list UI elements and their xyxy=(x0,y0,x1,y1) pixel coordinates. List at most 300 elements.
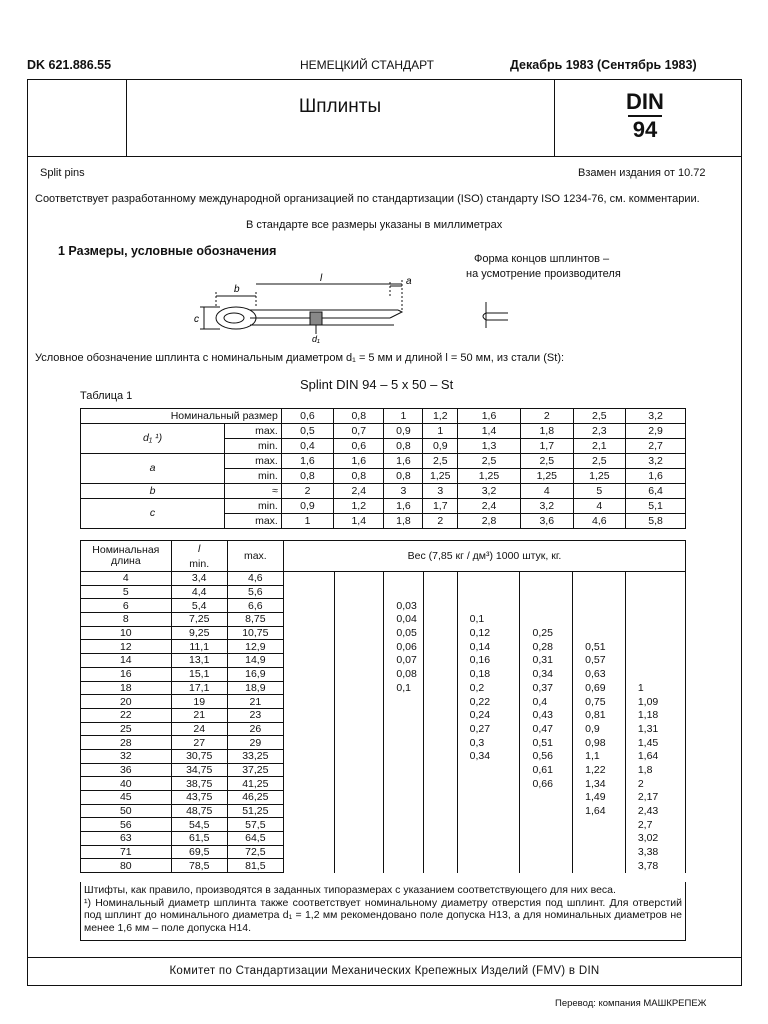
dim-value-cell: 1 xyxy=(423,424,458,439)
weight-value-cell xyxy=(335,572,384,586)
weight-row xyxy=(81,832,686,846)
weight-value-cell xyxy=(424,736,458,750)
weight-value-cell xyxy=(335,804,384,818)
weight-value-cell xyxy=(424,681,458,695)
weight-value-cell xyxy=(457,791,520,805)
weight-value-cell: 0,98 xyxy=(573,736,626,750)
dim-value-cell: 0,9 xyxy=(281,499,333,514)
dim-value-cell: 4 xyxy=(521,484,574,499)
nominal-length-cell: 10 xyxy=(81,626,172,640)
dim-value-cell: 3,2 xyxy=(521,499,574,514)
weight-value-cell xyxy=(335,749,384,763)
weight-value-cell: 0,06 xyxy=(384,640,424,654)
weight-value-cell: 2,7 xyxy=(625,818,685,832)
header-col-line-right xyxy=(554,79,555,157)
weight-value-cell xyxy=(335,681,384,695)
weight-value-cell xyxy=(625,613,685,627)
length-min-cell: 4,4 xyxy=(171,585,227,599)
length-max-cell: 41,25 xyxy=(227,777,283,791)
nominal-length-cell: 4 xyxy=(81,572,172,586)
nominal-length-cell: 80 xyxy=(81,859,172,873)
dim-value-cell: 1,25 xyxy=(458,469,521,484)
length-max-cell: 64,5 xyxy=(227,832,283,846)
weight-value-cell: 0,31 xyxy=(520,654,573,668)
length-min-cell: 3,4 xyxy=(171,572,227,586)
weight-value-cell xyxy=(457,763,520,777)
weight-value-cell xyxy=(424,572,458,586)
weight-row xyxy=(81,736,686,750)
weight-value-cell: 1 xyxy=(625,681,685,695)
dim-value-cell: 0,6 xyxy=(334,439,384,454)
nominal-size-label: Номинальный размер xyxy=(81,409,282,424)
weight-value-cell: 0,3 xyxy=(457,736,520,750)
weight-row xyxy=(81,708,686,722)
weight-value-cell xyxy=(625,599,685,613)
dim-value-cell: 4,6 xyxy=(573,514,626,529)
weight-value-cell xyxy=(335,708,384,722)
weight-value-cell xyxy=(384,845,424,859)
weight-value-cell: 2,43 xyxy=(625,804,685,818)
weight-value-cell xyxy=(283,613,334,627)
dim-sub-label: min. xyxy=(225,439,282,454)
label-d1: d₁ xyxy=(312,334,320,344)
weight-value-cell xyxy=(335,845,384,859)
weight-value-cell: 0,05 xyxy=(384,626,424,640)
length-min-cell: 17,1 xyxy=(171,681,227,695)
weight-value-cell xyxy=(424,708,458,722)
length-max-cell: 57,5 xyxy=(227,818,283,832)
weight-value-cell xyxy=(457,859,520,873)
nominal-length-cell: 50 xyxy=(81,804,172,818)
weight-value-cell xyxy=(424,845,458,859)
weight-value-cell: 1,45 xyxy=(625,736,685,750)
weight-value-cell xyxy=(283,722,334,736)
weight-value-cell xyxy=(424,667,458,681)
nominal-length-cell: 28 xyxy=(81,736,172,750)
dim-value-cell: 1,7 xyxy=(521,439,574,454)
nominal-size-cell: 3,2 xyxy=(626,409,686,424)
weight-value-cell xyxy=(520,818,573,832)
weight-value-cell xyxy=(424,832,458,846)
weight-value-cell: 0,1 xyxy=(457,613,520,627)
dim-group-label: d₁ ¹) xyxy=(81,424,225,454)
dim-value-cell: 1,4 xyxy=(458,424,521,439)
dim-value-cell: 0,8 xyxy=(334,469,384,484)
header-col-line-left xyxy=(126,79,127,157)
dim-value-cell: 3 xyxy=(384,484,423,499)
weight-row xyxy=(81,695,686,709)
nominal-length-cell: 14 xyxy=(81,654,172,668)
ends-note-line2: на усмотрение производителя xyxy=(466,268,621,280)
nominal-size-cell: 1,6 xyxy=(458,409,521,424)
weight-header-row xyxy=(81,541,686,557)
nominal-size-cell: 2 xyxy=(521,409,574,424)
length-min-cell: 54,5 xyxy=(171,818,227,832)
dim-sub-label: min. xyxy=(225,469,282,484)
length-max-cell: 6,6 xyxy=(227,599,283,613)
weight-value-cell: 0,51 xyxy=(573,640,626,654)
weight-row xyxy=(81,791,686,805)
dim-sub-label: min. xyxy=(225,499,282,514)
nominal-length-cell: 45 xyxy=(81,791,172,805)
weight-value-cell xyxy=(335,599,384,613)
weight-row xyxy=(81,613,686,627)
weight-value-cell xyxy=(520,845,573,859)
weight-value-cell xyxy=(625,640,685,654)
nominal-size-cell: 0,8 xyxy=(334,409,384,424)
dim-value-cell: 2,3 xyxy=(573,424,626,439)
ends-note-line1: Форма концов шплинтов – xyxy=(474,253,610,265)
length-max-cell: 26 xyxy=(227,722,283,736)
dim-value-cell: 1,6 xyxy=(334,454,384,469)
dim-value-cell: 0,8 xyxy=(281,469,333,484)
weight-value-cell xyxy=(384,722,424,736)
length-min-cell: 30,75 xyxy=(171,749,227,763)
weight-row xyxy=(81,599,686,613)
pin-end-shape xyxy=(478,300,512,330)
dim-value-cell: 1,3 xyxy=(458,439,521,454)
nominal-length-cell: 36 xyxy=(81,763,172,777)
dim-value-cell: 4 xyxy=(573,499,626,514)
weight-row xyxy=(81,681,686,695)
weight-value-cell xyxy=(384,572,424,586)
weight-value-cell xyxy=(283,695,334,709)
dim-group-label: c xyxy=(81,499,225,529)
weight-value-cell xyxy=(520,572,573,586)
dim-value-cell: 1,4 xyxy=(334,514,384,529)
weight-value-cell xyxy=(283,708,334,722)
length-max-cell: 14,9 xyxy=(227,654,283,668)
dim-value-cell: 1,8 xyxy=(521,424,574,439)
weight-value-cell xyxy=(520,585,573,599)
col-min: min. xyxy=(171,556,227,572)
dim-row xyxy=(81,424,686,439)
weight-row xyxy=(81,859,686,873)
weight-value-cell xyxy=(625,667,685,681)
weight-value-cell xyxy=(424,791,458,805)
weight-value-cell xyxy=(335,791,384,805)
weight-value-cell: 0,34 xyxy=(457,749,520,763)
header-divider xyxy=(27,156,742,157)
weight-value-cell xyxy=(335,722,384,736)
dim-value-cell: 0,9 xyxy=(423,439,458,454)
committee-footer: Комитет по Стандартизации Механических Крепежных Изделий (FMV) в DIN xyxy=(169,965,600,977)
weight-value-cell xyxy=(573,599,626,613)
length-min-cell: 69,5 xyxy=(171,845,227,859)
weight-value-cell: 0,66 xyxy=(520,777,573,791)
label-a: a xyxy=(406,276,412,287)
weight-value-cell: 0,12 xyxy=(457,626,520,640)
weight-value-cell xyxy=(573,585,626,599)
weight-value-cell xyxy=(457,818,520,832)
dim-value-cell: 0,5 xyxy=(281,424,333,439)
dim-sub-label: ≈ xyxy=(225,484,282,499)
weight-value-cell: 3,38 xyxy=(625,845,685,859)
weight-value-cell xyxy=(625,585,685,599)
length-max-cell: 23 xyxy=(227,708,283,722)
dim-value-cell: 1,25 xyxy=(573,469,626,484)
split-pin-drawing xyxy=(190,272,420,344)
dim-value-cell: 2,1 xyxy=(573,439,626,454)
weight-value-cell xyxy=(283,791,334,805)
length-min-cell: 11,1 xyxy=(171,640,227,654)
weight-value-cell xyxy=(335,585,384,599)
nominal-length-cell: 25 xyxy=(81,722,172,736)
nominal-length-cell: 63 xyxy=(81,832,172,846)
weight-value-cell: 0,14 xyxy=(457,640,520,654)
length-max-cell: 37,25 xyxy=(227,763,283,777)
weight-value-cell xyxy=(520,832,573,846)
weight-value-cell xyxy=(335,695,384,709)
dim-value-cell: 0,8 xyxy=(384,439,423,454)
weight-row xyxy=(81,818,686,832)
weight-value-cell xyxy=(335,859,384,873)
length-max-cell: 33,25 xyxy=(227,749,283,763)
weight-value-cell xyxy=(384,585,424,599)
weight-header: Вес (7,85 кг / дм³) 1000 штук, кг. xyxy=(283,541,685,572)
length-max-cell: 12,9 xyxy=(227,640,283,654)
weight-value-cell xyxy=(283,777,334,791)
dimensions-table xyxy=(80,408,686,529)
weight-value-cell xyxy=(457,572,520,586)
weight-value-cell xyxy=(424,599,458,613)
weight-value-cell xyxy=(283,572,334,586)
weight-value-cell: 0,04 xyxy=(384,613,424,627)
length-min-cell: 38,75 xyxy=(171,777,227,791)
weight-value-cell xyxy=(384,818,424,832)
nominal-length-cell: 6 xyxy=(81,599,172,613)
weight-value-cell: 0,25 xyxy=(520,626,573,640)
dim-value-cell: 2 xyxy=(281,484,333,499)
weight-value-cell xyxy=(625,626,685,640)
designation-example: Splint DIN 94 – 5 x 50 – St xyxy=(300,377,454,392)
weight-value-cell: 0,47 xyxy=(520,722,573,736)
weight-value-cell xyxy=(283,585,334,599)
length-min-cell: 61,5 xyxy=(171,832,227,846)
weight-value-cell xyxy=(424,777,458,791)
weight-value-cell xyxy=(283,681,334,695)
length-max-cell: 51,25 xyxy=(227,804,283,818)
weight-value-cell: 3,02 xyxy=(625,832,685,846)
nominal-size-cell: 2,5 xyxy=(573,409,626,424)
weight-value-cell xyxy=(424,722,458,736)
english-title: Split pins xyxy=(40,167,85,179)
pin-eye-inner xyxy=(224,313,244,323)
length-min-cell: 5,4 xyxy=(171,599,227,613)
dim-value-cell: 2,4 xyxy=(458,499,521,514)
weight-value-cell xyxy=(283,832,334,846)
col-nominal-length: Номинальная длина xyxy=(81,541,172,572)
weight-value-cell: 3,78 xyxy=(625,859,685,873)
weight-value-cell xyxy=(573,818,626,832)
weight-value-cell: 0,2 xyxy=(457,681,520,695)
weight-value-cell xyxy=(335,832,384,846)
weight-value-cell xyxy=(520,859,573,873)
weight-value-cell: 0,08 xyxy=(384,667,424,681)
page-title: Шплинты xyxy=(298,96,382,117)
weight-row xyxy=(81,626,686,640)
dim-value-cell: 6,4 xyxy=(626,484,686,499)
weight-value-cell xyxy=(384,859,424,873)
weight-value-cell: 0,81 xyxy=(573,708,626,722)
weight-value-cell xyxy=(283,654,334,668)
length-max-cell: 46,25 xyxy=(227,791,283,805)
note-footnote: ¹) Номинальный диаметр шплинта также соответствует номинальному диаметру отверстия под шплинт. Для отверстий под шплинт до номинального диаметра d₁ = 1,2 мм рекомендовано поле допуска H13, а для номинальных диаметров не менее 1,6 мм – поле допуска H14. xyxy=(84,896,682,934)
dim-value-cell: 0,9 xyxy=(384,424,423,439)
length-min-cell: 15,1 xyxy=(171,667,227,681)
weight-value-cell xyxy=(283,640,334,654)
nominal-size-cell: 1,2 xyxy=(423,409,458,424)
pin-tip-upper xyxy=(390,310,402,318)
weight-value-cell xyxy=(384,695,424,709)
weight-value-cell xyxy=(283,845,334,859)
dim-value-cell: 0,7 xyxy=(334,424,384,439)
weight-value-cell: 0,63 xyxy=(573,667,626,681)
dim-value-cell: 2,7 xyxy=(626,439,686,454)
weight-row xyxy=(81,749,686,763)
weight-value-cell xyxy=(283,859,334,873)
dim-group-label: b xyxy=(81,484,225,499)
weight-value-cell xyxy=(283,804,334,818)
dim-value-cell: 0,8 xyxy=(384,469,423,484)
weight-value-cell xyxy=(283,626,334,640)
dim-value-cell: 5 xyxy=(573,484,626,499)
length-min-cell: 34,75 xyxy=(171,763,227,777)
weight-value-cell xyxy=(283,736,334,750)
weight-value-cell: 1,64 xyxy=(573,804,626,818)
weight-value-cell xyxy=(573,845,626,859)
weight-value-cell: 1,09 xyxy=(625,695,685,709)
weight-value-cell: 0,4 xyxy=(520,695,573,709)
length-max-cell: 21 xyxy=(227,695,283,709)
dim-value-cell: 5,8 xyxy=(626,514,686,529)
weight-value-cell: 1,8 xyxy=(625,763,685,777)
dim-value-cell: 1,6 xyxy=(626,469,686,484)
dim-header-row xyxy=(81,409,686,424)
weight-value-cell xyxy=(573,832,626,846)
weight-value-cell xyxy=(573,859,626,873)
weight-value-cell xyxy=(424,626,458,640)
weight-value-cell: 0,34 xyxy=(520,667,573,681)
nominal-length-cell: 22 xyxy=(81,708,172,722)
weight-value-cell xyxy=(283,818,334,832)
weight-value-cell xyxy=(384,832,424,846)
length-min-cell: 7,25 xyxy=(171,613,227,627)
dim-value-cell: 2,5 xyxy=(521,454,574,469)
cross-section xyxy=(310,312,322,325)
dim-value-cell: 1,25 xyxy=(423,469,458,484)
note-weight: Штифты, как правило, производятся в заданных типоразмерах с указанием соответствующего для них веса. xyxy=(84,884,616,896)
weight-value-cell xyxy=(457,804,520,818)
length-max-cell: 16,9 xyxy=(227,667,283,681)
weight-value-cell xyxy=(424,859,458,873)
nominal-size-cell: 0,6 xyxy=(281,409,333,424)
dim-value-cell: 1,8 xyxy=(384,514,423,529)
dim-value-cell: 3 xyxy=(423,484,458,499)
weight-value-cell: 0,37 xyxy=(520,681,573,695)
dim-value-cell: 3,2 xyxy=(626,454,686,469)
weight-value-cell xyxy=(384,791,424,805)
weight-value-cell: 1,18 xyxy=(625,708,685,722)
iso-note: Соответствует разработанному международной организацией по стандартизации (ISO) стандарту ISO 1234-76, см. комментарии. xyxy=(35,193,700,205)
weight-value-cell: 0,1 xyxy=(384,681,424,695)
weight-row xyxy=(81,845,686,859)
weight-value-cell: 1,64 xyxy=(625,749,685,763)
length-min-cell: 27 xyxy=(171,736,227,750)
length-max-cell: 18,9 xyxy=(227,681,283,695)
weight-value-cell xyxy=(335,736,384,750)
weight-value-cell xyxy=(573,572,626,586)
weight-row xyxy=(81,572,686,586)
weight-value-cell: 0,57 xyxy=(573,654,626,668)
dim-value-cell: 2,8 xyxy=(458,514,521,529)
weight-value-cell: 0,9 xyxy=(573,722,626,736)
weight-value-cell xyxy=(457,585,520,599)
weight-value-cell xyxy=(424,749,458,763)
designation-text: Условное обозначение шплинта с номинальным диаметром d₁ = 5 мм и длиной l = 50 мм, из стали (St): xyxy=(35,352,565,364)
dim-value-cell: 2,5 xyxy=(423,454,458,469)
dim-sub-label: max. xyxy=(225,454,282,469)
weight-value-cell xyxy=(335,777,384,791)
weight-value-cell: 0,69 xyxy=(573,681,626,695)
weight-row xyxy=(81,667,686,681)
weight-value-cell: 0,28 xyxy=(520,640,573,654)
dim-row xyxy=(81,484,686,499)
weight-value-cell: 0,27 xyxy=(457,722,520,736)
weight-value-cell xyxy=(457,832,520,846)
weight-value-cell xyxy=(424,763,458,777)
length-max-cell: 8,75 xyxy=(227,613,283,627)
label-l: l xyxy=(320,273,323,284)
length-max-cell: 29 xyxy=(227,736,283,750)
weight-value-cell xyxy=(283,667,334,681)
length-min-cell: 13,1 xyxy=(171,654,227,668)
weight-value-cell xyxy=(520,804,573,818)
din-label: DIN xyxy=(626,89,664,114)
length-min-cell: 24 xyxy=(171,722,227,736)
length-max-cell: 10,75 xyxy=(227,626,283,640)
dim-value-cell: 2,4 xyxy=(334,484,384,499)
weight-value-cell: 0,56 xyxy=(520,749,573,763)
dim-sub-label: max. xyxy=(225,424,282,439)
translation-credit: Перевод: компания МАШКРЕПЕЖ xyxy=(555,998,707,1009)
nominal-size-cell: 1 xyxy=(384,409,423,424)
standard-type: НЕМЕЦКИЙ СТАНДАРТ xyxy=(300,58,434,72)
weight-row xyxy=(81,777,686,791)
weight-value-cell xyxy=(424,654,458,668)
weight-value-cell: 0,22 xyxy=(457,695,520,709)
col-l: l xyxy=(171,541,227,557)
weight-value-cell xyxy=(384,804,424,818)
weight-value-cell: 1,1 xyxy=(573,749,626,763)
weight-value-cell xyxy=(384,708,424,722)
length-min-cell: 19 xyxy=(171,695,227,709)
weight-value-cell xyxy=(573,626,626,640)
weight-value-cell xyxy=(457,845,520,859)
dim-value-cell: 1,6 xyxy=(281,454,333,469)
weight-value-cell: 0,43 xyxy=(520,708,573,722)
length-min-cell: 78,5 xyxy=(171,859,227,873)
dim-value-cell: 1,7 xyxy=(423,499,458,514)
weight-value-cell xyxy=(424,818,458,832)
document-code: DK 621.886.55 xyxy=(27,58,112,72)
dim-row xyxy=(81,499,686,514)
dim-value-cell: 0,4 xyxy=(281,439,333,454)
length-max-cell: 81,5 xyxy=(227,859,283,873)
weight-value-cell xyxy=(384,736,424,750)
weight-row xyxy=(81,763,686,777)
weight-row xyxy=(81,804,686,818)
